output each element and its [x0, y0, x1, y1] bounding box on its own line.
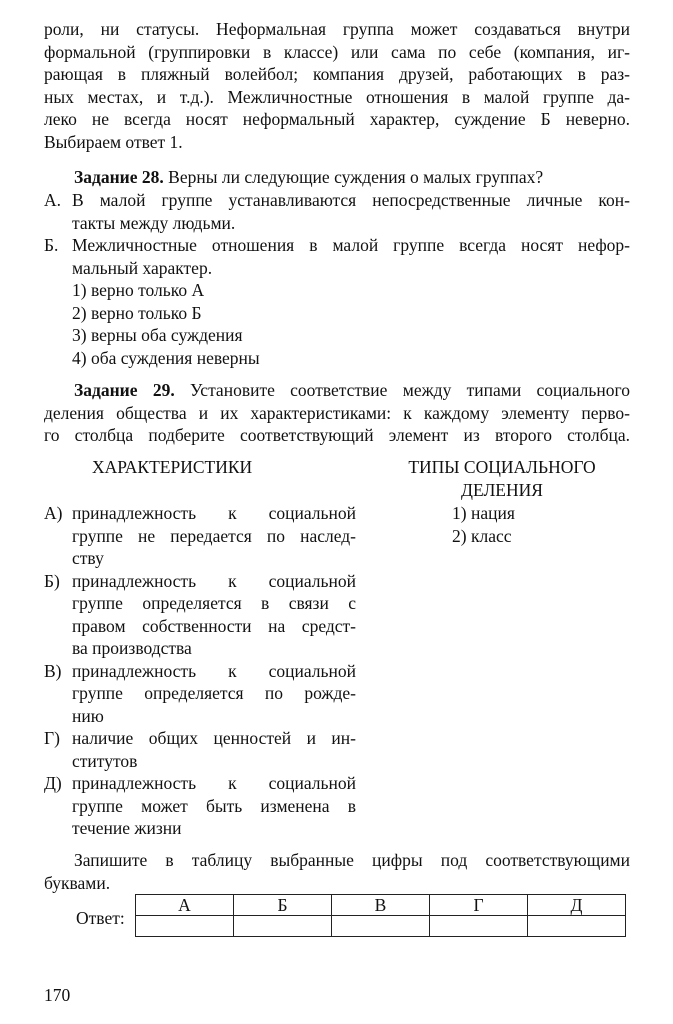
text-line — [44, 379, 630, 402]
answer-option: 4) оба суждения неверны — [72, 347, 260, 368]
text-line: роли, ни статусы. Неформальная группа может создаваться внутри — [44, 19, 630, 39]
task28-heading — [74, 166, 634, 189]
answer-cell[interactable] — [234, 916, 332, 937]
answer-option: 1) верно только А — [72, 280, 205, 300]
text-line: группе может быть изменена в — [72, 795, 356, 816]
text-line: ститутов — [72, 750, 138, 771]
answer-input-row — [136, 916, 626, 937]
item-letter: Д) — [44, 773, 62, 793]
task29-label: Задание 29. — [74, 380, 175, 400]
text-line: принадлежность к социальной — [72, 660, 356, 681]
type-item: 1) нация — [452, 503, 515, 523]
answer-option: 2) верно только Б — [72, 302, 202, 323]
column-header: А — [136, 895, 234, 916]
answer-label: Ответ: — [76, 908, 125, 928]
text-line: принадлежность к социальной — [72, 773, 356, 793]
characteristics-list — [44, 502, 356, 840]
item-letter: В) — [44, 660, 62, 681]
item-letter: Б) — [44, 570, 60, 591]
item-letter: Г) — [44, 728, 60, 748]
task28-question: Верны ли следующие суждения о малых группах? — [168, 167, 544, 187]
statement-letter: Б. — [44, 235, 59, 255]
type-item: 2) класс — [452, 525, 512, 546]
task28-options — [72, 279, 472, 369]
task28-label: Задание 28. — [74, 167, 164, 187]
text-line: ва производства — [72, 638, 192, 658]
text-line: группе не передается по наслед- — [72, 525, 356, 546]
text-line: го столбца подберите соответствующий элемент из второго столбца. — [44, 425, 630, 445]
characteristic-item — [44, 660, 356, 728]
answer-cell[interactable] — [136, 916, 234, 937]
task28-statement-b — [44, 234, 630, 279]
text-line: Межличностные отношения в малой группе всегда носят нефор- — [72, 235, 630, 255]
answer-header-row — [136, 895, 626, 916]
text-line: течение жизни — [72, 818, 182, 838]
task29-text: Установите соответствие между типами социального — [190, 380, 630, 400]
text-line: правом собственности на средст- — [72, 615, 356, 636]
intro-paragraph — [44, 18, 630, 153]
left-column-header: ХАРАКТЕРИСТИКИ — [92, 457, 253, 477]
text-line: группе определяется по рожде- — [72, 683, 356, 703]
column-header: В — [332, 895, 430, 916]
answer-cell[interactable] — [528, 916, 626, 937]
text-line: принадлежность к социальной — [72, 570, 356, 591]
answer-cell[interactable] — [332, 916, 430, 937]
statement-letter: А. — [44, 190, 62, 210]
text-line: Выбираем ответ 1. — [44, 131, 183, 152]
types-list — [452, 502, 515, 547]
text-line: формальной (группировки в классе) или сама по себе (компания, иг- — [44, 41, 630, 62]
right-column-header — [392, 456, 612, 501]
characteristic-item — [44, 727, 356, 772]
text-line: группе определяется в связи с — [72, 593, 356, 613]
text-line: буквами. — [44, 872, 111, 893]
text-line: деления общества и их характеристиками: к каждому элементу перво- — [44, 402, 630, 423]
text-line: нию — [72, 705, 104, 726]
text-line: такты между людьми. — [72, 212, 236, 233]
answer-cell[interactable] — [430, 916, 528, 937]
answer-option: 3) верны оба суждения — [72, 325, 243, 345]
text-line: Запишите в таблицу выбранные цифры под соответствующими — [74, 850, 630, 870]
text-line: наличие общих ценностей и ин- — [72, 728, 356, 748]
task29-heading — [44, 379, 630, 447]
characteristic-item — [44, 570, 356, 660]
text-line: рающая в пляжный волейбол; компания друзей, работающих в раз- — [44, 64, 630, 84]
item-letter: А) — [44, 503, 63, 523]
text-line: ству — [72, 548, 104, 568]
answer-table — [135, 894, 626, 937]
page-number: 170 — [44, 985, 71, 1005]
text-line: принадлежность к социальной — [72, 503, 356, 523]
text-line: леко не всегда носят неформальный характер, суждение Б неверно. — [44, 109, 630, 129]
column-header: Г — [430, 895, 528, 916]
header-line: ДЕЛЕНИЯ — [461, 479, 543, 500]
task28-statement-a — [44, 189, 630, 234]
header-line: ТИПЫ СОЦИАЛЬНОГО — [408, 457, 596, 477]
column-header: Д — [528, 895, 626, 916]
text-line: мальный характер. — [72, 257, 213, 278]
text-line: ных местах, и т.д.). Межличностные отношения в малой группе да- — [44, 86, 630, 107]
characteristic-item — [44, 502, 356, 570]
characteristic-item — [44, 772, 356, 840]
text-line: В малой группе устанавливаются непосредственные личные кон- — [72, 190, 630, 210]
instruction — [44, 849, 630, 894]
column-header: Б — [234, 895, 332, 916]
